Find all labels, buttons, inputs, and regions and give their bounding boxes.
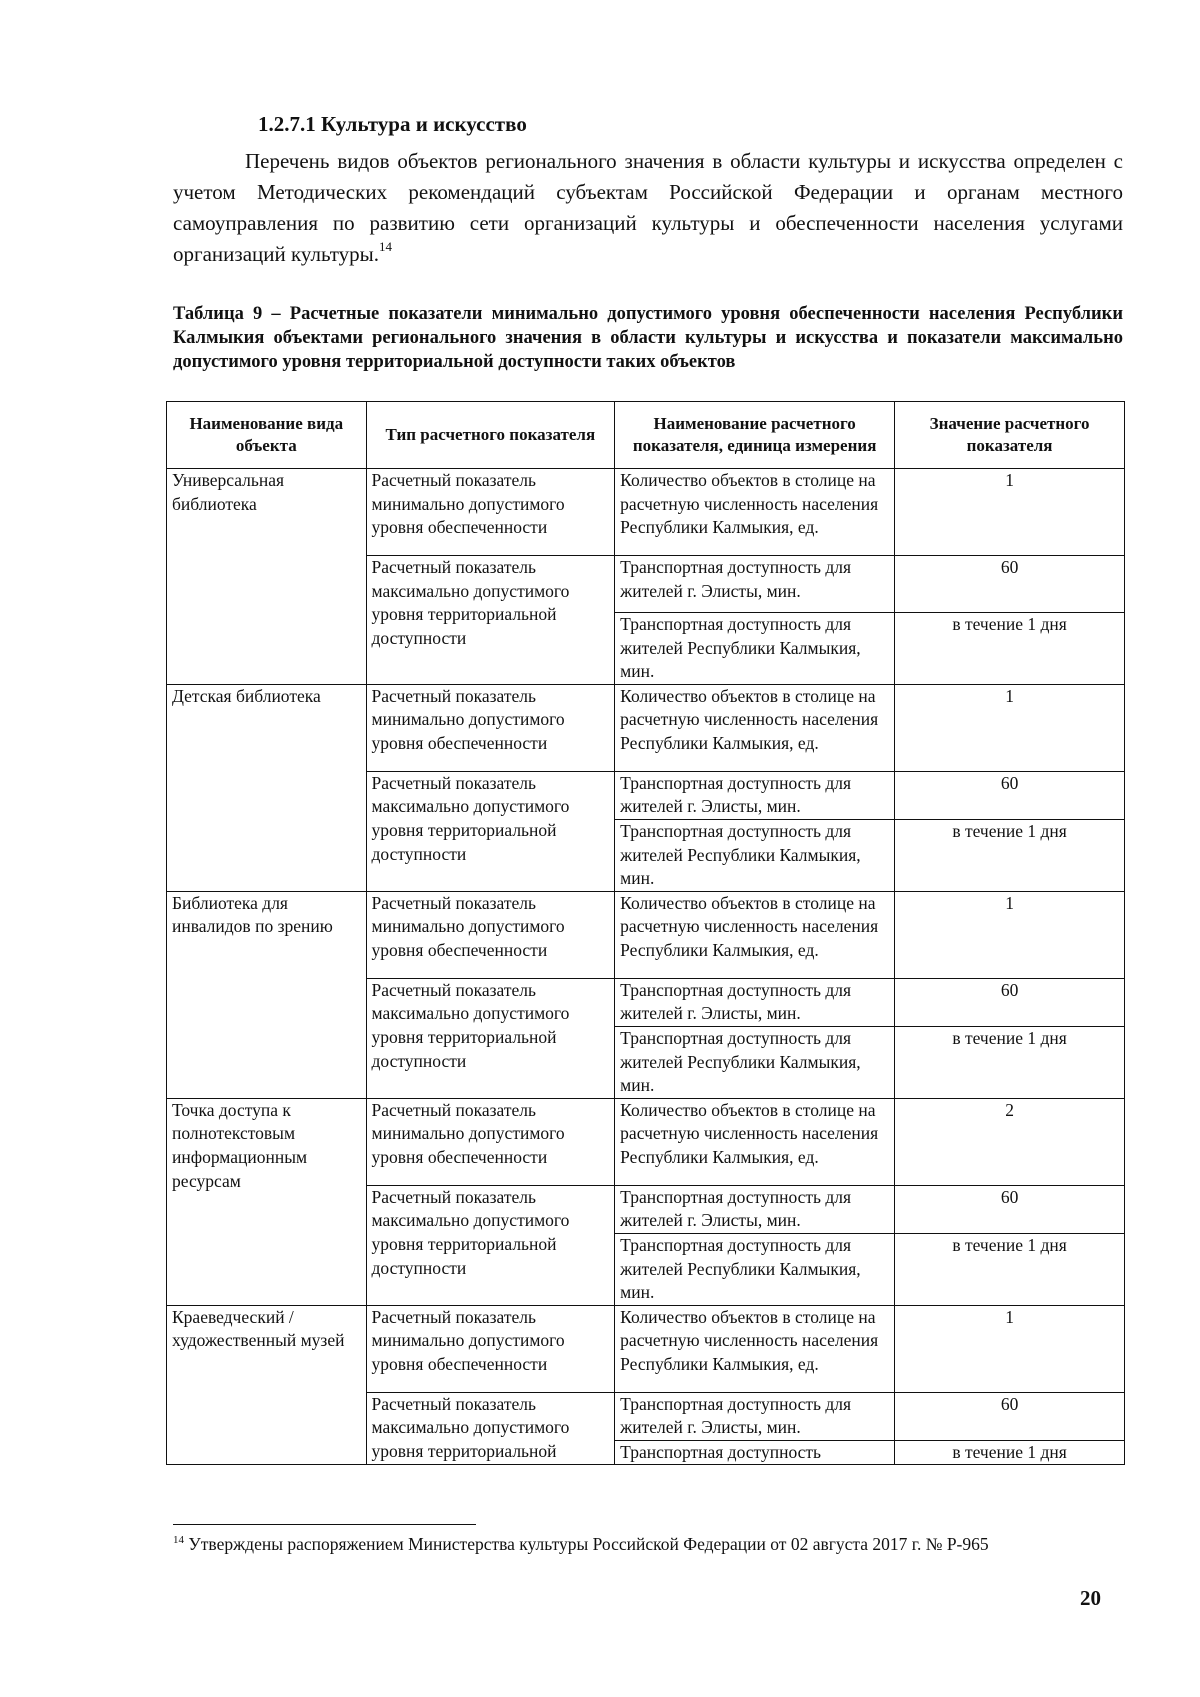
- footnote: [173, 1533, 1123, 1556]
- intro-paragraph: [173, 146, 1123, 270]
- section-heading: 1.2.7.1 Культура и искусство: [258, 112, 527, 136]
- indicator-value: 1: [895, 469, 1125, 556]
- indicator-name: Транспортная доступность для жителей г. Элисты, мин.: [615, 978, 895, 1026]
- indicator-type: Расчетный показатель максимально допустимого уровня территориальной доступности: [366, 556, 615, 685]
- indicator-name: Количество объектов в столице на расчетную численность населения Республики Калмыкия, ед.: [615, 1098, 895, 1185]
- indicator-type: Расчетный показатель минимально допустимого уровня обеспеченности: [366, 1098, 615, 1185]
- indicator-name: Транспортная доступность для жителей г. Элисты, мин.: [615, 1185, 895, 1233]
- indicator-name: Транспортная доступность для жителей Республики Калмыкия, мин.: [615, 613, 895, 685]
- object-name: Библиотека для инвалидов по зрению: [167, 891, 367, 1098]
- indicator-value: 1: [895, 891, 1125, 978]
- indicator-value: в течение 1 дня: [895, 613, 1125, 685]
- indicator-name: Транспортная доступность для жителей г. Элисты, мин.: [615, 1392, 895, 1440]
- indicator-value: 1: [895, 1305, 1125, 1392]
- header-indicator-value: Значение расчетного показателя: [895, 402, 1125, 469]
- indicator-name: Количество объектов в столице на расчетную численность населения Республики Калмыкия, ед.: [615, 1305, 895, 1392]
- table-row: [167, 1305, 1125, 1392]
- indicator-name: Транспортная доступность для жителей г. Элисты, мин.: [615, 771, 895, 819]
- indicator-value: в течение 1 дня: [895, 819, 1125, 891]
- indicator-type: Расчетный показатель максимально допустимого уровня территориальной доступности: [366, 1185, 615, 1305]
- intro-paragraph-text: Перечень видов объектов регионального значения в области культуры и искусства определен с учетом Методических рекомендаций субъектам Российской Федерации и органам местного самоуправления по развитию сети организаций культуры и обеспеченности населения услугами организаций культуры.: [173, 149, 1123, 266]
- indicator-name: Количество объектов в столице на расчетную численность населения Республики Калмыкия, ед.: [615, 469, 895, 556]
- indicator-name: Количество объектов в столице на расчетную численность населения Республики Калмыкия, ед.: [615, 684, 895, 771]
- table-caption: Таблица 9 – Расчетные показатели минимально допустимого уровня обеспеченности населения Республики Калмыкия объектами регионального значения в области культуры и искусства и показатели максимально допустимого уровня территориальной доступности таких объектов: [173, 304, 1123, 372]
- indicator-name: Транспортная доступность для жителей Республики Калмыкия, мин.: [615, 1233, 895, 1305]
- indicator-type: Расчетный показатель максимально допустимого уровня территориальной доступности: [366, 771, 615, 891]
- indicator-value: 60: [895, 978, 1125, 1026]
- footnote-number: 14: [173, 1534, 184, 1546]
- indicator-type: Расчетный показатель максимально допустимого уровня территориальной: [366, 1392, 615, 1465]
- header-indicator-name: Наименование расчетного показателя, единица измерения: [615, 402, 895, 469]
- indicators-table: [166, 401, 1125, 1465]
- table-header-row: [167, 402, 1125, 469]
- indicator-value: 60: [895, 771, 1125, 819]
- footnote-text: Утверждены распоряжением Министерства культуры Российской Федерации от 02 августа 2017 г. № Р-965: [188, 1534, 989, 1554]
- header-object-type: Наименование вида объекта: [167, 402, 367, 469]
- footnote-ref[interactable]: 14: [379, 239, 392, 254]
- table-row: [167, 891, 1125, 978]
- indicator-name: Транспортная доступность: [615, 1440, 895, 1465]
- indicator-type: Расчетный показатель минимально допустимого уровня обеспеченности: [366, 1305, 615, 1392]
- indicator-value: 60: [895, 1185, 1125, 1233]
- indicator-name: Транспортная доступность для жителей г. Элисты, мин.: [615, 556, 895, 613]
- indicator-type: Расчетный показатель минимально допустимого уровня обеспеченности: [366, 469, 615, 556]
- indicator-name: Транспортная доступность для жителей Республики Калмыкия, мин.: [615, 819, 895, 891]
- indicator-value: 1: [895, 684, 1125, 771]
- indicator-value: в течение 1 дня: [895, 1440, 1125, 1465]
- indicator-type: Расчетный показатель минимально допустимого уровня обеспеченности: [366, 891, 615, 978]
- header-indicator-type: Тип расчетного показателя: [366, 402, 615, 469]
- object-name: Универсальная библиотека: [167, 469, 367, 685]
- indicator-name: Транспортная доступность для жителей Республики Калмыкия, мин.: [615, 1026, 895, 1098]
- indicator-value: 2: [895, 1098, 1125, 1185]
- object-name: Точка доступа к полнотекстовым информационным ресурсам: [167, 1098, 367, 1305]
- object-name: Краеведческий / художественный музей: [167, 1305, 367, 1465]
- indicator-type: Расчетный показатель минимально допустимого уровня обеспеченности: [366, 684, 615, 771]
- indicator-name: Количество объектов в столице на расчетную численность населения Республики Калмыкия, ед.: [615, 891, 895, 978]
- indicator-value: в течение 1 дня: [895, 1233, 1125, 1305]
- table-row: [167, 684, 1125, 771]
- indicator-value: в течение 1 дня: [895, 1026, 1125, 1098]
- indicator-type: Расчетный показатель максимально допустимого уровня территориальной доступности: [366, 978, 615, 1098]
- indicator-value: 60: [895, 1392, 1125, 1440]
- indicator-value: 60: [895, 556, 1125, 613]
- page-number: 20: [1080, 1586, 1101, 1610]
- footnote-separator: [173, 1524, 476, 1525]
- table-row: [167, 469, 1125, 556]
- object-name: Детская библиотека: [167, 684, 367, 891]
- table-row: [167, 1098, 1125, 1185]
